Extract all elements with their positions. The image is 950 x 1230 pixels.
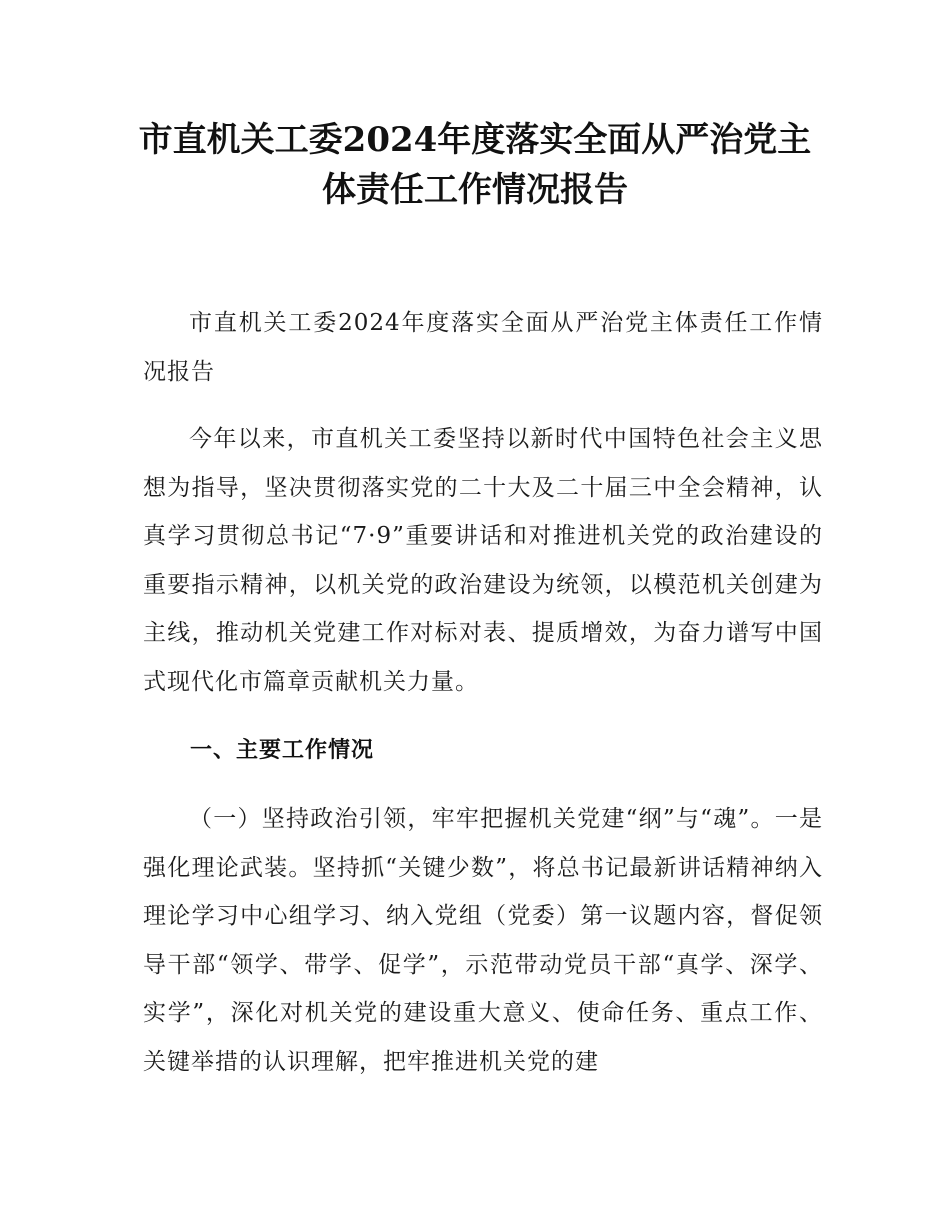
section-heading: 一、主要工作情况 <box>190 738 375 763</box>
section-paragraph: （一）坚持政治引领，牢牢把握机关党建“纲”与“魂”。一是强化理论武装。坚持抓“关键少数”，将总书记最新讲话精神纳入理论学习中心组学习、纳入党组（党委）第一议题内容，督促领导干部“领学、带学、促学”，示范带动党员干部“真学、深学、实学”，深化对机关党的建设重大意义、使命任务、重点工作、关键举措的认识理解，把牢推进机关党的建 <box>143 806 823 1075</box>
subtitle-paragraph: 市直机关工委2024年度落实全面从严治党主体责任工作情况报告 <box>143 310 823 385</box>
document-title-line-2: 体责任工作情况报告 <box>322 170 628 210</box>
document-title-line-1: 市直机关工委2024年度落实全面从严治党主 <box>138 120 812 160</box>
intro-paragraph: 今年以来，市直机关工委坚持以新时代中国特色社会主义思想为指导，坚决贯彻落实党的二十大及二十届三中全会精神，认真学习贯彻总书记“7·9”重要讲话和对推进机关党的政治建设的重要指示精神，以机关党的政治建设为统领，以模范机关创建为主线，推动机关党建工作对标对表、提质增效，为奋力谱写中国式现代化市篇章贡献机关力量。 <box>143 426 823 695</box>
